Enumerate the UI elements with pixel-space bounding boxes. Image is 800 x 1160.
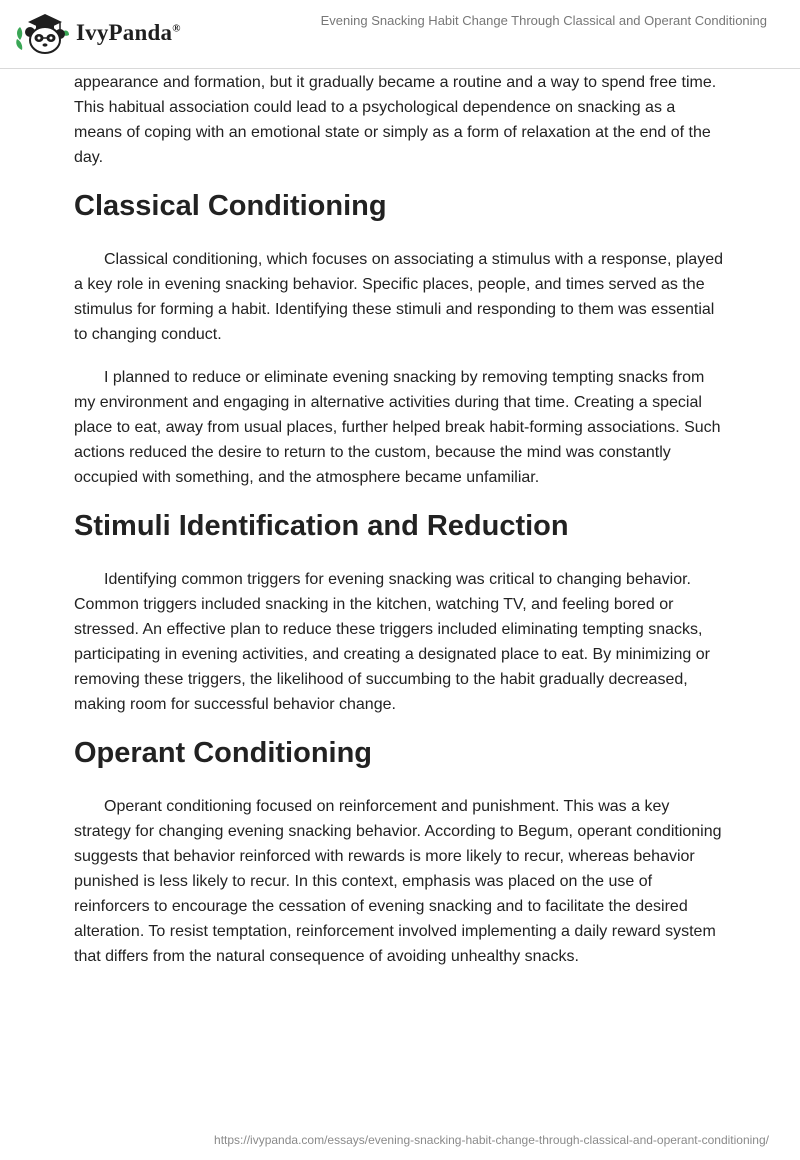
section-heading-stimuli-identification: Stimuli Identification and Reduction — [74, 510, 569, 542]
section-heading-classical-conditioning: Classical Conditioning — [74, 190, 387, 222]
logo-text: IvyPanda® — [76, 20, 181, 45]
paragraph: Operant conditioning focused on reinforcement and punishment. This was a key strategy for changing evening snacking behavior. According to Begum, operant conditioning suggests that behavior reinforced with rewards is more likely to recur, whereas behavior punished is less likely to recur. In this context, emphasis was placed on the use of reinforcers to encourage the cessation of evening snacking and to facilitate the desired alteration. To resist temptation, reinforcement involved implementing a daily reward system that differs from the natural consequence of avoiding unhealthy snacks. — [74, 798, 722, 965]
intro-paragraph: appearance and formation, but it gradually became a routine and a way to spend free time. This habitual association could lead to a psychological dependence on snacking as a means of coping with an emotional state or simply as a form of relaxation at the end of the day. — [74, 74, 717, 166]
essay-content — [74, 70, 724, 987]
page-header — [0, 0, 800, 69]
section-heading-operant-conditioning: Operant Conditioning — [74, 737, 373, 769]
paragraph: I planned to reduce or eliminate evening snacking by removing tempting snacks from my environment and engaging in alternative activities during that time. Creating a special place to eat, away from usual places, further helped break habit-forming associations. Such actions reduced the desire to return to the custom, because the mind was constantly occupied with something, and the atmosphere became unfamiliar. — [74, 369, 721, 486]
source-url[interactable]: https://ivypanda.com/essays/evening-snacking-habit-change-through-classical-and-operant-conditioning/ — [214, 1133, 769, 1147]
paragraph: Classical conditioning, which focuses on associating a stimulus with a response, played a key role in evening snacking behavior. Specific places, people, and times served as the stimulus for forming a habit. Identifying these stimuli and responding to them was essential to changing conduct. — [74, 251, 723, 343]
panda-graduate-logo-icon — [14, 10, 70, 56]
ivypanda-logo[interactable] — [14, 8, 181, 58]
document-title: Evening Snacking Habit Change Through Classical and Operant Conditioning — [320, 13, 767, 28]
paragraph: Identifying common triggers for evening snacking was critical to changing behavior. Common triggers included snacking in the kitchen, watching TV, and feeling bored or stressed. An effective plan to reduce these triggers included eliminating tempting snacks, participating in evening activities, and creating a designated place to eat. By minimizing or removing these triggers, the likelihood of succumbing to the habit gradually decreased, making room for successful behavior change. — [74, 571, 710, 713]
